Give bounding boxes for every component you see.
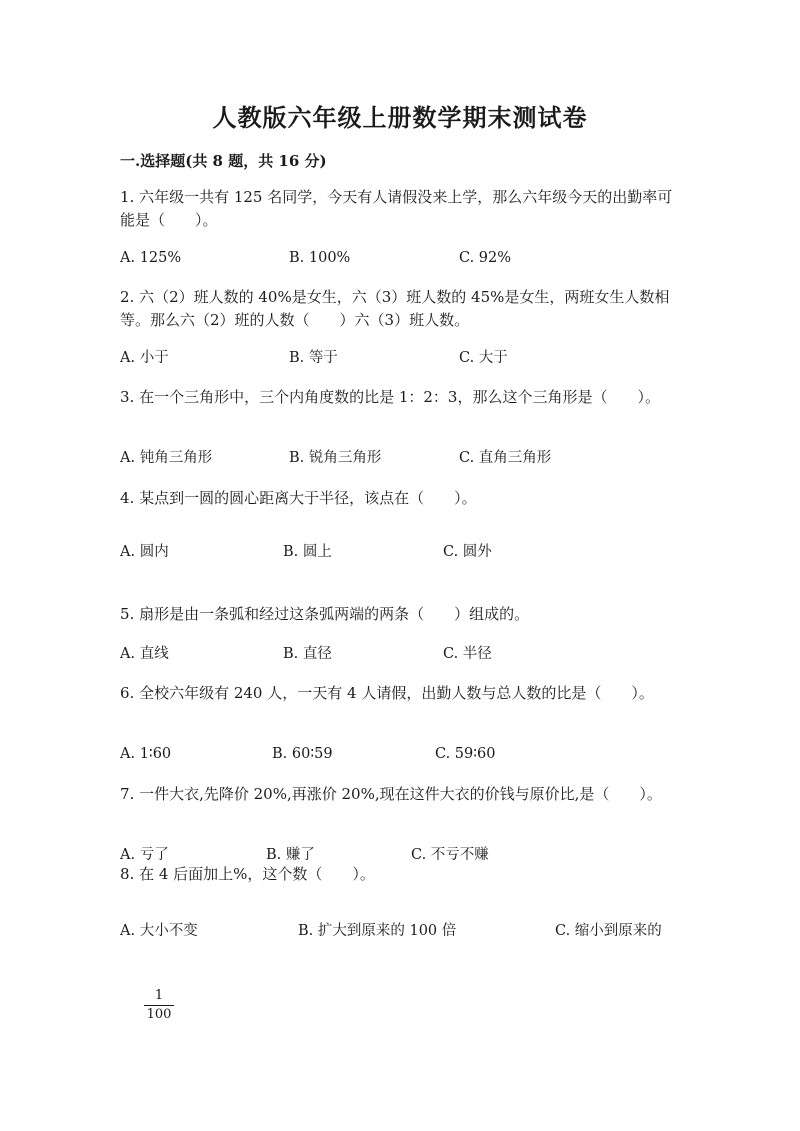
question-8-stem: 8. 在 4 后面加上%，这个数（ ）。 [120,865,375,883]
question-2-option-c: C. 大于 [459,350,508,366]
question-6-stem: 6. 全校六年级有 240 人，一天有 4 人请假，出勤人数与总人数的比是（ ）。 [120,684,654,702]
question-8-option-b: B. 扩大到原来的 100 倍 [298,923,457,939]
question-5-option-a: A. 直线 [120,646,169,662]
question-7-option-b: B. 赚了 [266,847,315,863]
question-5-option-c: C. 半径 [443,646,492,662]
question-5-stem: 5. 扇形是由一条弧和经过这条弧两端的两条（ ）组成的。 [120,605,530,623]
question-7-option-a: A. 亏了 [120,847,169,863]
question-1-stem: 1. 六年级一共有 125 名同学，今天有人请假没来上学，那么六年级今天的出勤率可能是（ ）。 [120,188,673,229]
question-4-stem: 4. 某点到一圆的圆心距离大于半径，该点在（ ）。 [120,489,477,507]
question-2-option-a: A. 小于 [120,350,169,366]
fraction-denominator: 100 [146,1007,172,1022]
question-4-option-a: A. 圆内 [120,544,169,560]
question-3-option-c: C. 直角三角形 [459,450,552,466]
question-8-option-a: A. 大小不变 [120,923,198,939]
question-5-option-b: B. 直径 [283,646,332,662]
question-3-option-a: A. 钝角三角形 [120,450,213,466]
question-2-stem: 2. 六（2）班人数的 40%是女生，六（3）班人数的 45%是女生，两班女生人数相等。那么六（2）班的人数（ ）六（3）班人数。 [120,288,670,329]
question-1-option-c: C. 92% [459,250,512,266]
section-heading: 一.选择题(共 8 题，共 16 分) [120,152,327,170]
question-3-stem: 3. 在一个三角形中，三个内角度数的比是 1：2：3，那么这个三角形是（ ）。 [120,388,660,406]
question-2-option-b: B. 等于 [289,350,338,366]
question-4-option-b: B. 圆上 [283,544,332,560]
question-3-option-b: B. 锐角三角形 [289,450,382,466]
question-6-option-b: B. 60∶59 [272,746,333,762]
question-6-option-a: A. 1∶60 [120,746,172,762]
question-8-option-c-fraction [144,988,174,1023]
fraction-numerator: 1 [144,988,174,1006]
question-7-option-c: C. 不亏不赚 [411,847,489,863]
question-4-option-c: C. 圆外 [443,544,492,560]
question-1-option-a: A. 125% [120,250,182,266]
question-7-stem: 7. 一件大衣,先降价 20%,再涨价 20%,现在这件大衣的价钱与原价比,是（ ）。 [120,785,662,803]
question-6-option-c: C. 59∶60 [435,746,496,762]
question-1-option-b: B. 100% [289,250,351,266]
question-8-option-c: C. 缩小到原来的 [555,923,662,939]
document-title: 人教版六年级上册数学期末测试卷 [212,103,588,132]
